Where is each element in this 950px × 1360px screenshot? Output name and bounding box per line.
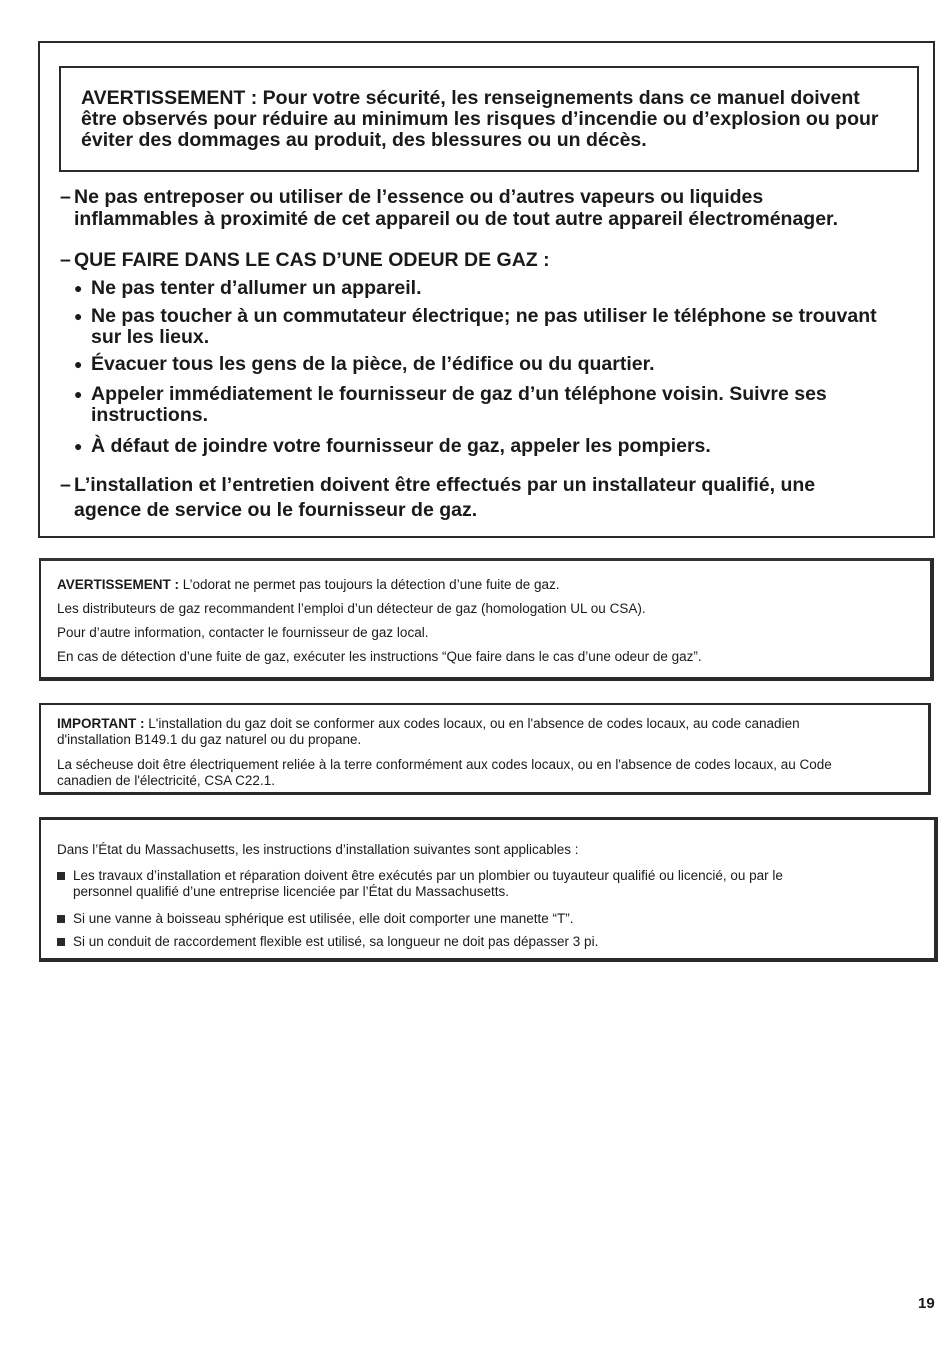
- square-bullet-icon: [57, 938, 65, 946]
- bullet-icon: ●: [74, 280, 83, 296]
- rule-text: [74, 473, 894, 523]
- line-text: L’odorat ne permet pas toujours la détection d’une fuite de gaz.: [179, 577, 560, 592]
- rule-line-text: L’installation et l’entretien doivent être effectués par un installateur qualifié, une: [74, 474, 816, 496]
- safety-warning-header-box: [59, 66, 919, 172]
- step-text: [91, 306, 891, 348]
- rule-line-text: agence de service ou le fournisseur de gaz.: [74, 499, 478, 521]
- step-line: Ne pas toucher à un commutateur électrique; ne pas utiliser le téléphone se trouvant: [91, 305, 877, 327]
- safety-warning-box: [38, 41, 935, 538]
- step-text: À défaut de joindre votre fournisseur de gaz, appeler les pompiers.: [91, 435, 711, 457]
- gas-detection-warning-box: [39, 558, 934, 681]
- dash-marker: –: [60, 474, 71, 496]
- gas-detection-line: En cas de détection d’une fuite de gaz, exécuter les instructions “Que faire dans le cas d’une odeur de gaz”.: [57, 649, 702, 664]
- square-bullet-icon: [57, 872, 65, 880]
- header-line: AVERTISSEMENT : Pour votre sécurité, les renseignements dans ce manuel doivent: [81, 87, 860, 109]
- warning-label: AVERTISSEMENT :: [57, 577, 180, 592]
- dash-marker: –: [60, 249, 71, 271]
- bullet-icon: ●: [74, 356, 83, 372]
- rule-line-text: Ne pas entreposer ou utiliser de l’essence ou d’autres vapeurs ou liquides: [74, 186, 764, 208]
- rule-heading-text: QUE FAIRE DANS LE CAS D’UNE ODEUR DE GAZ :: [74, 249, 550, 271]
- dash-marker: –: [60, 186, 71, 208]
- line-text: La sécheuse doit être électriquement reliée à la terre conformément aux codes locaux, ou en l'absence de codes locaux, au Code: [57, 757, 832, 772]
- massachusetts-box: [39, 817, 938, 962]
- step-text: Ne pas tenter d’allumer un appareil.: [91, 277, 422, 299]
- item-line: personnel qualifié d’une entreprise licenciée par l’État du Massachusetts.: [73, 884, 510, 899]
- important-label: IMPORTANT :: [57, 716, 145, 731]
- step-line: instructions.: [91, 404, 209, 426]
- gas-detection-line: Pour d’autre information, contacter le fournisseur de gaz local.: [57, 625, 429, 640]
- massachusetts-intro: Dans l’État du Massachusetts, les instructions d’installation suivantes sont applicables :: [57, 842, 579, 857]
- gas-detection-line: [57, 577, 927, 593]
- item-line: Les travaux d’installation et réparation doivent être exécutés par un plombier ou tuyauteur qualifié ou licencié, ou par le: [73, 868, 783, 883]
- step-text: Évacuer tous les gens de la pièce, de l’édifice ou du quartier.: [91, 353, 655, 375]
- safety-warning-header: [81, 88, 901, 151]
- grounding-paragraph: [57, 757, 927, 789]
- bullet-icon: ●: [74, 386, 83, 402]
- line-text: canadien de l'électricité, CSA C22.1.: [57, 773, 275, 788]
- step-line: Appeler immédiatement le fournisseur de gaz d’un téléphone voisin. Suivre ses: [91, 383, 827, 405]
- important-box: [39, 703, 931, 795]
- bullet-icon: ●: [74, 308, 83, 324]
- step-line: sur les lieux.: [91, 326, 210, 348]
- important-paragraph: [57, 716, 927, 748]
- massachusetts-item: [73, 868, 913, 900]
- massachusetts-item: Si un conduit de raccordement flexible est utilisé, sa longueur ne doit pas dépasser 3 pi.: [73, 934, 599, 949]
- square-bullet-icon: [57, 915, 65, 923]
- gas-detection-line: Les distributeurs de gaz recommandent l’emploi d’un détecteur de gaz (homologation UL ou CSA).: [57, 601, 646, 616]
- header-line: éviter des dommages au produit, des blessures ou un décès.: [81, 129, 647, 151]
- bullet-icon: ●: [74, 438, 83, 454]
- page-number: 19: [918, 1295, 935, 1312]
- rule-line-text: inflammables à proximité de cet appareil ou de tout autre appareil électroménager.: [74, 208, 838, 230]
- step-text: [91, 384, 891, 426]
- massachusetts-item: Si une vanne à boisseau sphérique est utilisée, elle doit comporter une manette “T”.: [73, 911, 574, 926]
- line-text: d'installation B149.1 du gaz naturel ou du propane.: [57, 732, 362, 747]
- header-line: être observés pour réduire au minimum les risques d’incendie ou d’explosion ou pour: [81, 108, 879, 130]
- line-text: L'installation du gaz doit se conformer aux codes locaux, ou en l'absence de codes locaux, au code canadien: [144, 716, 800, 731]
- rule-text: [74, 186, 894, 230]
